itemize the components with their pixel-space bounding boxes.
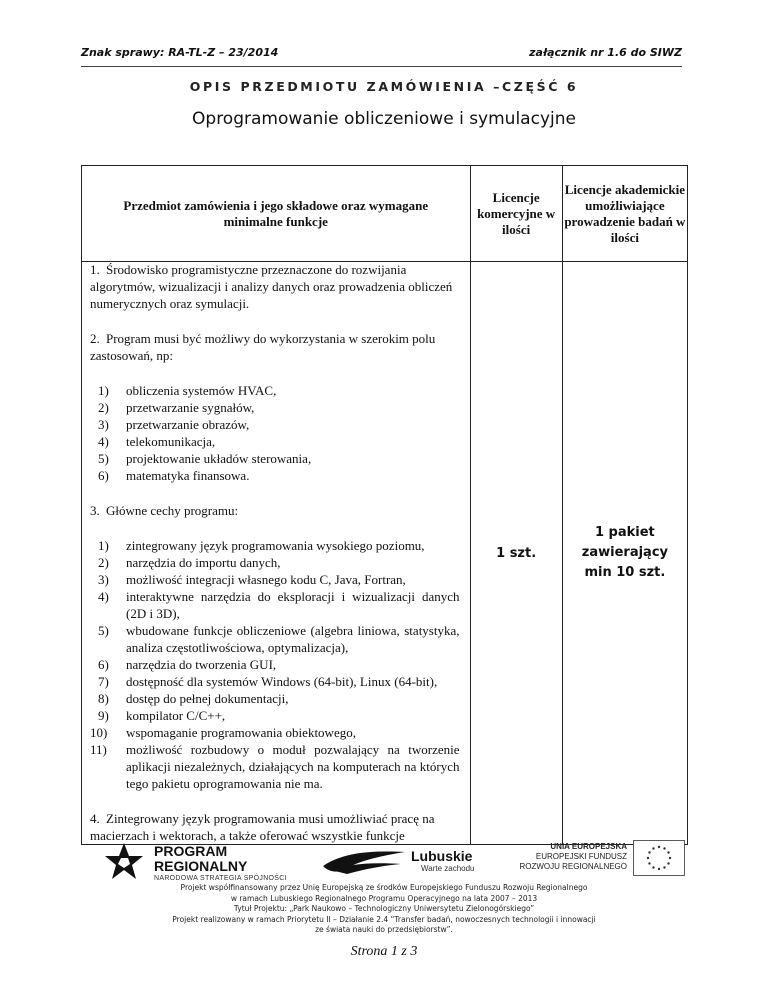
list-item: 4) interaktywne narzędzia do eksploracji i wizualizacji danych (2D i 3D), — [98, 589, 460, 621]
requirement-1 — [90, 261, 460, 312]
academic-quantity — [562, 262, 687, 845]
commercial-quantity: 1 szt. — [470, 262, 562, 845]
requirement-2 — [90, 330, 460, 364]
col-header-commercial: Licencje komercyjne w ilości — [470, 166, 562, 262]
section-title: OPIS PRZEDMIOTU ZAMÓWIENIA –CZĘŚĆ 6 — [189, 79, 579, 94]
col-header-subject: Przedmiot zamówienia i jego składowe oraz wymagane minimalne funkcje — [82, 166, 471, 262]
list-item: 5) wbudowane funkcje obliczeniowe (algebra liniowa, statystyka, analiza częstotliwościowa, optymalizacja), — [98, 623, 460, 655]
lubuskie-logo: Lubuskie — [411, 848, 473, 864]
item-number: 1. — [90, 262, 100, 277]
funding-statement: Projekt współfinansowany przez Unię Europejską ze środków Europejskiego Funduszu Rozwoju Regionalnego w ramach Lubuskiego Regionalnego Programu Operacyjnego na lata 2007 – 2013 Tytuł Projektu: „Park Naukowo – Technologiczny Uniwersytetu Zielonogórskiego” Projekt realizowany w ramach Priorytetu II – Działanie 2.4 “Transfer badań, nowoczesnych technologii i innowacji ze świata nauki do przedsiębiorstw”. — [172, 883, 596, 934]
requirement-4-text: Zintegrowany język programowania musi umożliwiać pracę na macierzach i wektorach, a także oferować wszystkie funkcje — [90, 811, 435, 843]
lubuskie-tagline: Warte zachodu — [421, 864, 475, 873]
list-item: 2) przetwarzanie sygnałów, — [98, 400, 255, 415]
col-header-academic: Licencje akademickie umożliwiające prowadzenie badań w ilości — [562, 166, 687, 262]
requirement-3 — [90, 502, 460, 519]
item-number: 4. — [90, 811, 100, 826]
header-divider — [81, 66, 682, 67]
item-number: 3. — [90, 503, 100, 518]
list-item: 7) dostępność dla systemów Windows (64-bit), Linux (64-bit), — [98, 674, 438, 689]
list-item: 1) obliczenia systemów HVAC, — [98, 383, 277, 398]
list-item: 3) przetwarzanie obrazów, — [98, 417, 250, 432]
eu-flag-icon — [633, 840, 685, 876]
program-regionalny-subtitle: NARODOWA STRATEGIA SPÓJNOŚCI — [154, 875, 287, 882]
features-list — [90, 537, 460, 792]
list-item: 5) projektowanie układów sterowania, — [98, 451, 312, 466]
list-item: 11) możliwość rozbudowy o moduł pozwalający na tworzenie aplikacji niezależnych, działających na komputerach na których tego pakietu oprogramowania nie ma. — [90, 742, 460, 791]
list-item: 9) kompilator C/C++, — [98, 708, 226, 723]
academic-quantity-text: 1 pakiet zawierający min 10 szt. — [581, 525, 668, 580]
list-item: 2) narzędzia do importu danych, — [98, 555, 281, 570]
document-title: Oprogramowanie obliczeniowe i symulacyjne — [192, 109, 576, 129]
eu-fund-label: UNIA EUROPEJSKA EUROPEJSKI FUNDUSZ ROZWOJU REGIONALNEGO — [519, 842, 627, 871]
applications-list — [90, 382, 460, 484]
item-number: 2. — [90, 331, 100, 346]
list-item: 10) wspomaganie programowania obiektowego, — [90, 725, 356, 740]
requirement-2-text: Program musi być możliwy do wykorzystania w szerokim polu zastosowań, np: — [90, 331, 436, 363]
requirements-cell — [82, 262, 471, 845]
list-item: 6) narzędzia do tworzenia GUI, — [98, 657, 277, 672]
case-number: Znak sprawy: RA-TL-Z – 23/2014 — [81, 46, 279, 59]
program-regionalny-logo: PROGRAM REGIONALNY — [154, 843, 248, 874]
requirement-1-text: Środowisko programistyczne przeznaczone do rozwijania algorytmów, wizualizacji i analizy danych oraz prowadzenia obliczeń numerycznych oraz symulacji. — [90, 262, 453, 311]
list-item: 3) możliwość integracji własnego kodu C, Java, Fortran, — [98, 572, 406, 587]
list-item: 6) matematyka finansowa. — [98, 468, 250, 483]
requirement-3-text: Główne cechy programu: — [106, 503, 239, 518]
program-regionalny-logo-icon — [104, 841, 144, 881]
list-item: 4) telekomunikacja, — [98, 434, 216, 449]
page-number: Strona 1 z 3 — [350, 944, 418, 959]
list-item: 8) dostęp do pełnej dokumentacji, — [98, 691, 289, 706]
list-item: 1) zintegrowany język programowania wysokiego poziomu, — [98, 538, 425, 553]
attachment-label: załącznik nr 1.6 do SIWZ — [529, 46, 682, 59]
specification-table — [81, 165, 688, 845]
lubuskie-wave-icon — [321, 844, 407, 876]
